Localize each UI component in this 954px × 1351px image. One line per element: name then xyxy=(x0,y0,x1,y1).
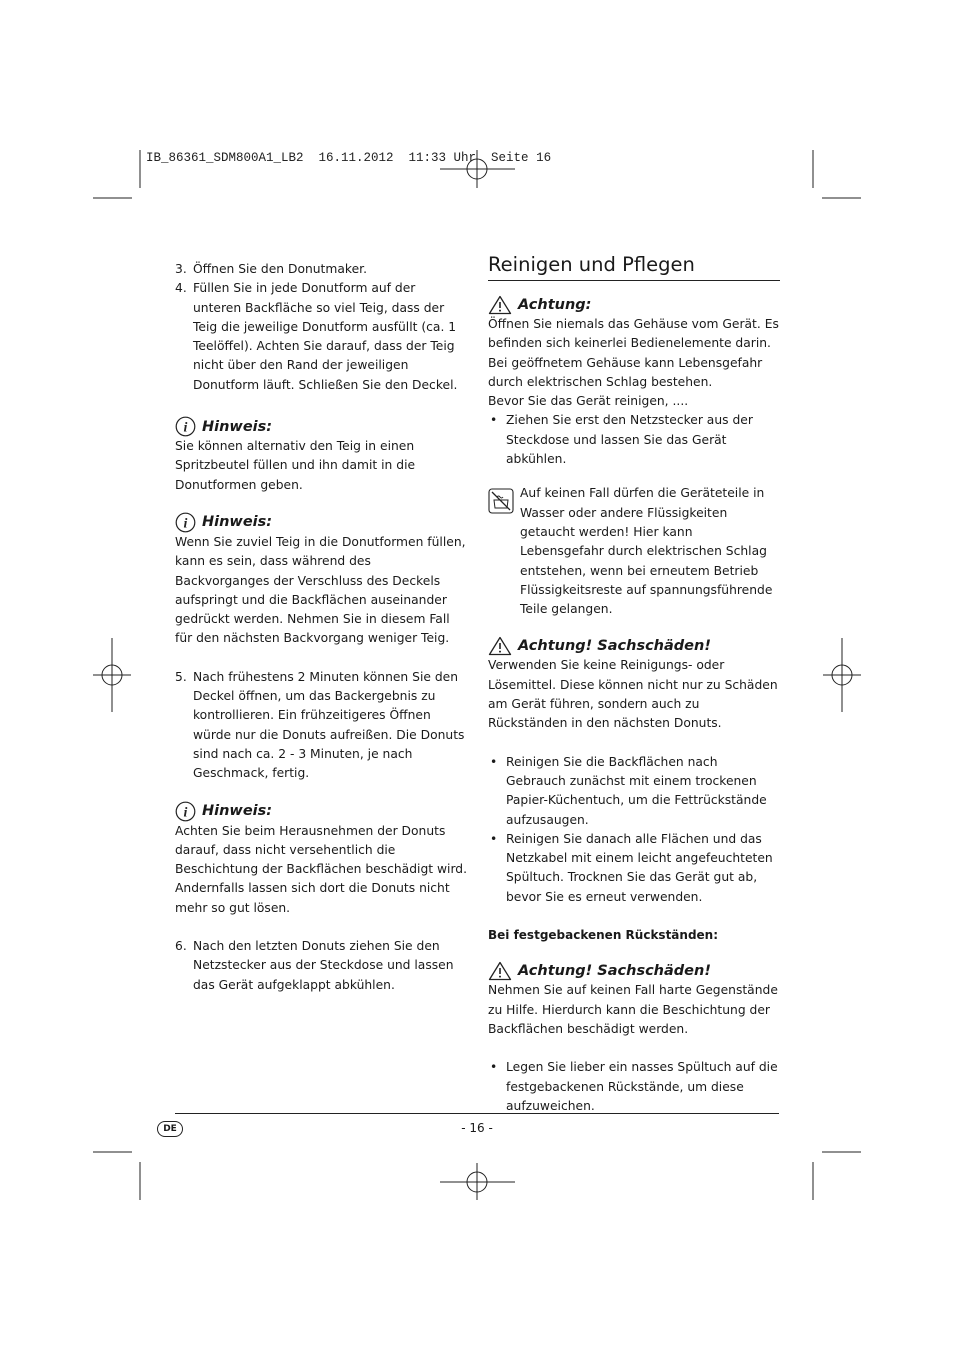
note-heading xyxy=(175,801,467,822)
note-heading xyxy=(175,416,467,437)
print-header: IB_86361_SDM800A1_LB2 16.11.2012 11:33 Uhr Seite 16 xyxy=(146,151,552,165)
list-item xyxy=(488,411,780,469)
step-3 xyxy=(175,260,467,279)
step-4 xyxy=(175,279,467,395)
list-item xyxy=(488,753,780,830)
note-title: Hinweis: xyxy=(202,514,273,531)
left-column xyxy=(175,260,467,995)
no-immerse-text: Auf keinen Fall dürfen die Geräteteile in Wasser oder andere Flüssigkeiten getaucht werden! Hier kann Lebensgefahr durch elektrischen Schlag entstehen, wenn bei erneutem Betrieb Flüssigkeitsreste auf spannungsführende Teile gelangen. xyxy=(520,486,773,617)
no-water-immersion-icon xyxy=(488,488,514,514)
list-item-text: Reinigen Sie danach alle Flächen und das Netzkabel mit einem leicht angefeuchteten Spültuch. Trocknen Sie das Gerät gut ab, bevor Sie es erneut verwenden. xyxy=(506,831,773,904)
step-number: 4. xyxy=(175,281,187,296)
info-icon xyxy=(175,512,196,533)
list-item-text: Reinigen Sie die Backflächen nach Gebrauch zunächst mit einem trockenen Papier-Küchentuch, um die Fettrückstände aufzusaugen. xyxy=(506,754,767,827)
warning-text: Nehmen Sie auf keinen Fall harte Gegenstände zu Hilfe. Hierdurch kann die Beschichtung der Backflächen beschädigt werden. xyxy=(488,983,778,1036)
warning-title: Achtung: xyxy=(518,297,592,313)
info-icon xyxy=(175,801,196,822)
language-badge: DE xyxy=(157,1121,183,1137)
bullet-glyph: • xyxy=(490,754,498,769)
step-number: 6. xyxy=(175,939,187,954)
bullet-glyph: • xyxy=(490,831,498,846)
step-text: Öffnen Sie den Donutmaker. xyxy=(193,262,367,276)
warning-title: Achtung! Sachschäden! xyxy=(518,963,711,980)
footer-rule xyxy=(175,1113,779,1114)
warning-title: Achtung! Sachschäden! xyxy=(518,638,711,655)
warning-icon xyxy=(488,295,512,315)
step-6 xyxy=(175,937,467,995)
info-icon xyxy=(175,416,196,437)
warning-heading xyxy=(488,636,780,656)
warning-heading xyxy=(488,961,780,981)
note-text: Wenn Sie zuviel Teig in die Donutformen füllen, kann es sein, dass während des Backvorganges der Verschluss des Deckels aufspringt und die Backflächen auseinander gedrückt werden. Nehmen Sie in diesem Fall für den nächsten Backvorgang weniger Teig. xyxy=(175,534,466,646)
no-immerse-warning xyxy=(488,484,780,619)
section-title: Reinigen und Pflegen xyxy=(488,252,780,281)
note-title: Hinweis: xyxy=(202,803,273,820)
warning-text: Verwenden Sie keine Reinigungs- oder Lösemittel. Diese können nicht nur zu Schäden am Gerät führen, sondern auch zu Rückständen in den nächsten Donuts. xyxy=(488,658,778,731)
warning-heading xyxy=(488,295,780,315)
svg-text:i: i xyxy=(183,420,188,436)
warning-icon xyxy=(488,961,512,981)
list-item-text: Ziehen Sie erst den Netzstecker aus der Steckdose und lassen Sie das Gerät abkühlen. xyxy=(506,413,753,467)
step-text: Nach den letzten Donuts ziehen Sie den Netzstecker aus der Steckdose und lassen das Gerät aufgeklappt abkühlen. xyxy=(193,939,454,992)
step-text: Füllen Sie in jede Donutform auf der unteren Backfläche so viel Teig, dass der Teig die jeweilige Donutform ausfüllt (ca. 1 Teelöffel). Achten Sie darauf, dass der Teig nicht über den Rand der jeweiligen Donutform läuft. Schließen Sie den Deckel. xyxy=(193,281,458,392)
warning-text: Öffnen Sie niemals das Gehäuse vom Gerät. Es befinden sich keinerlei Bedienelemente darin. Bei geöffnetem Gehäuse kann Lebensgefahr durch elektrischen Schlag bestehen. xyxy=(488,317,779,389)
step-number: 5. xyxy=(175,669,187,684)
right-column xyxy=(488,252,780,1116)
list-item xyxy=(488,830,780,907)
note-text: Achten Sie beim Herausnehmen der Donuts darauf, dass nicht versehentlich die Beschichtung der Backflächen beschädigt wird. Andernfalls lassen sich dort die Donuts nicht mehr so gut lösen. xyxy=(175,823,468,915)
step-text: Nach frühestens 2 Minuten können Sie den Deckel öffnen, um das Backergebnis zu kontrollieren. Ein frühzeitigeres Öffnen würde nur die Donuts aufreißen. Die Donuts sind nach ca. 2 - 3 Minuten, je nach Geschmack, fertig. xyxy=(193,669,465,781)
note-text: Sie können alternativ den Teig in einen Spritzbeutel füllen und ihn damit in die Donutformen geben. xyxy=(175,439,416,492)
svg-text:i: i xyxy=(183,516,188,532)
step-number: 3. xyxy=(175,262,187,276)
step-5 xyxy=(175,668,467,784)
note-title: Hinweis: xyxy=(202,418,273,435)
warning-icon xyxy=(488,636,512,656)
bullet-glyph: • xyxy=(490,1060,498,1075)
before-cleaning-text: Bevor Sie das Gerät reinigen, .... xyxy=(488,394,689,409)
svg-text:i: i xyxy=(183,805,188,821)
list-item-text: Legen Sie lieber ein nasses Spültuch auf die festgebackenen Rückstände, um diese aufzuweichen. xyxy=(506,1060,778,1113)
note-heading xyxy=(175,512,467,533)
subheading: Bei festgebackenen Rückständen: xyxy=(488,928,719,943)
page-number: - 16 - xyxy=(461,1121,493,1135)
bullet-glyph: • xyxy=(490,413,498,428)
list-item xyxy=(488,1058,780,1116)
